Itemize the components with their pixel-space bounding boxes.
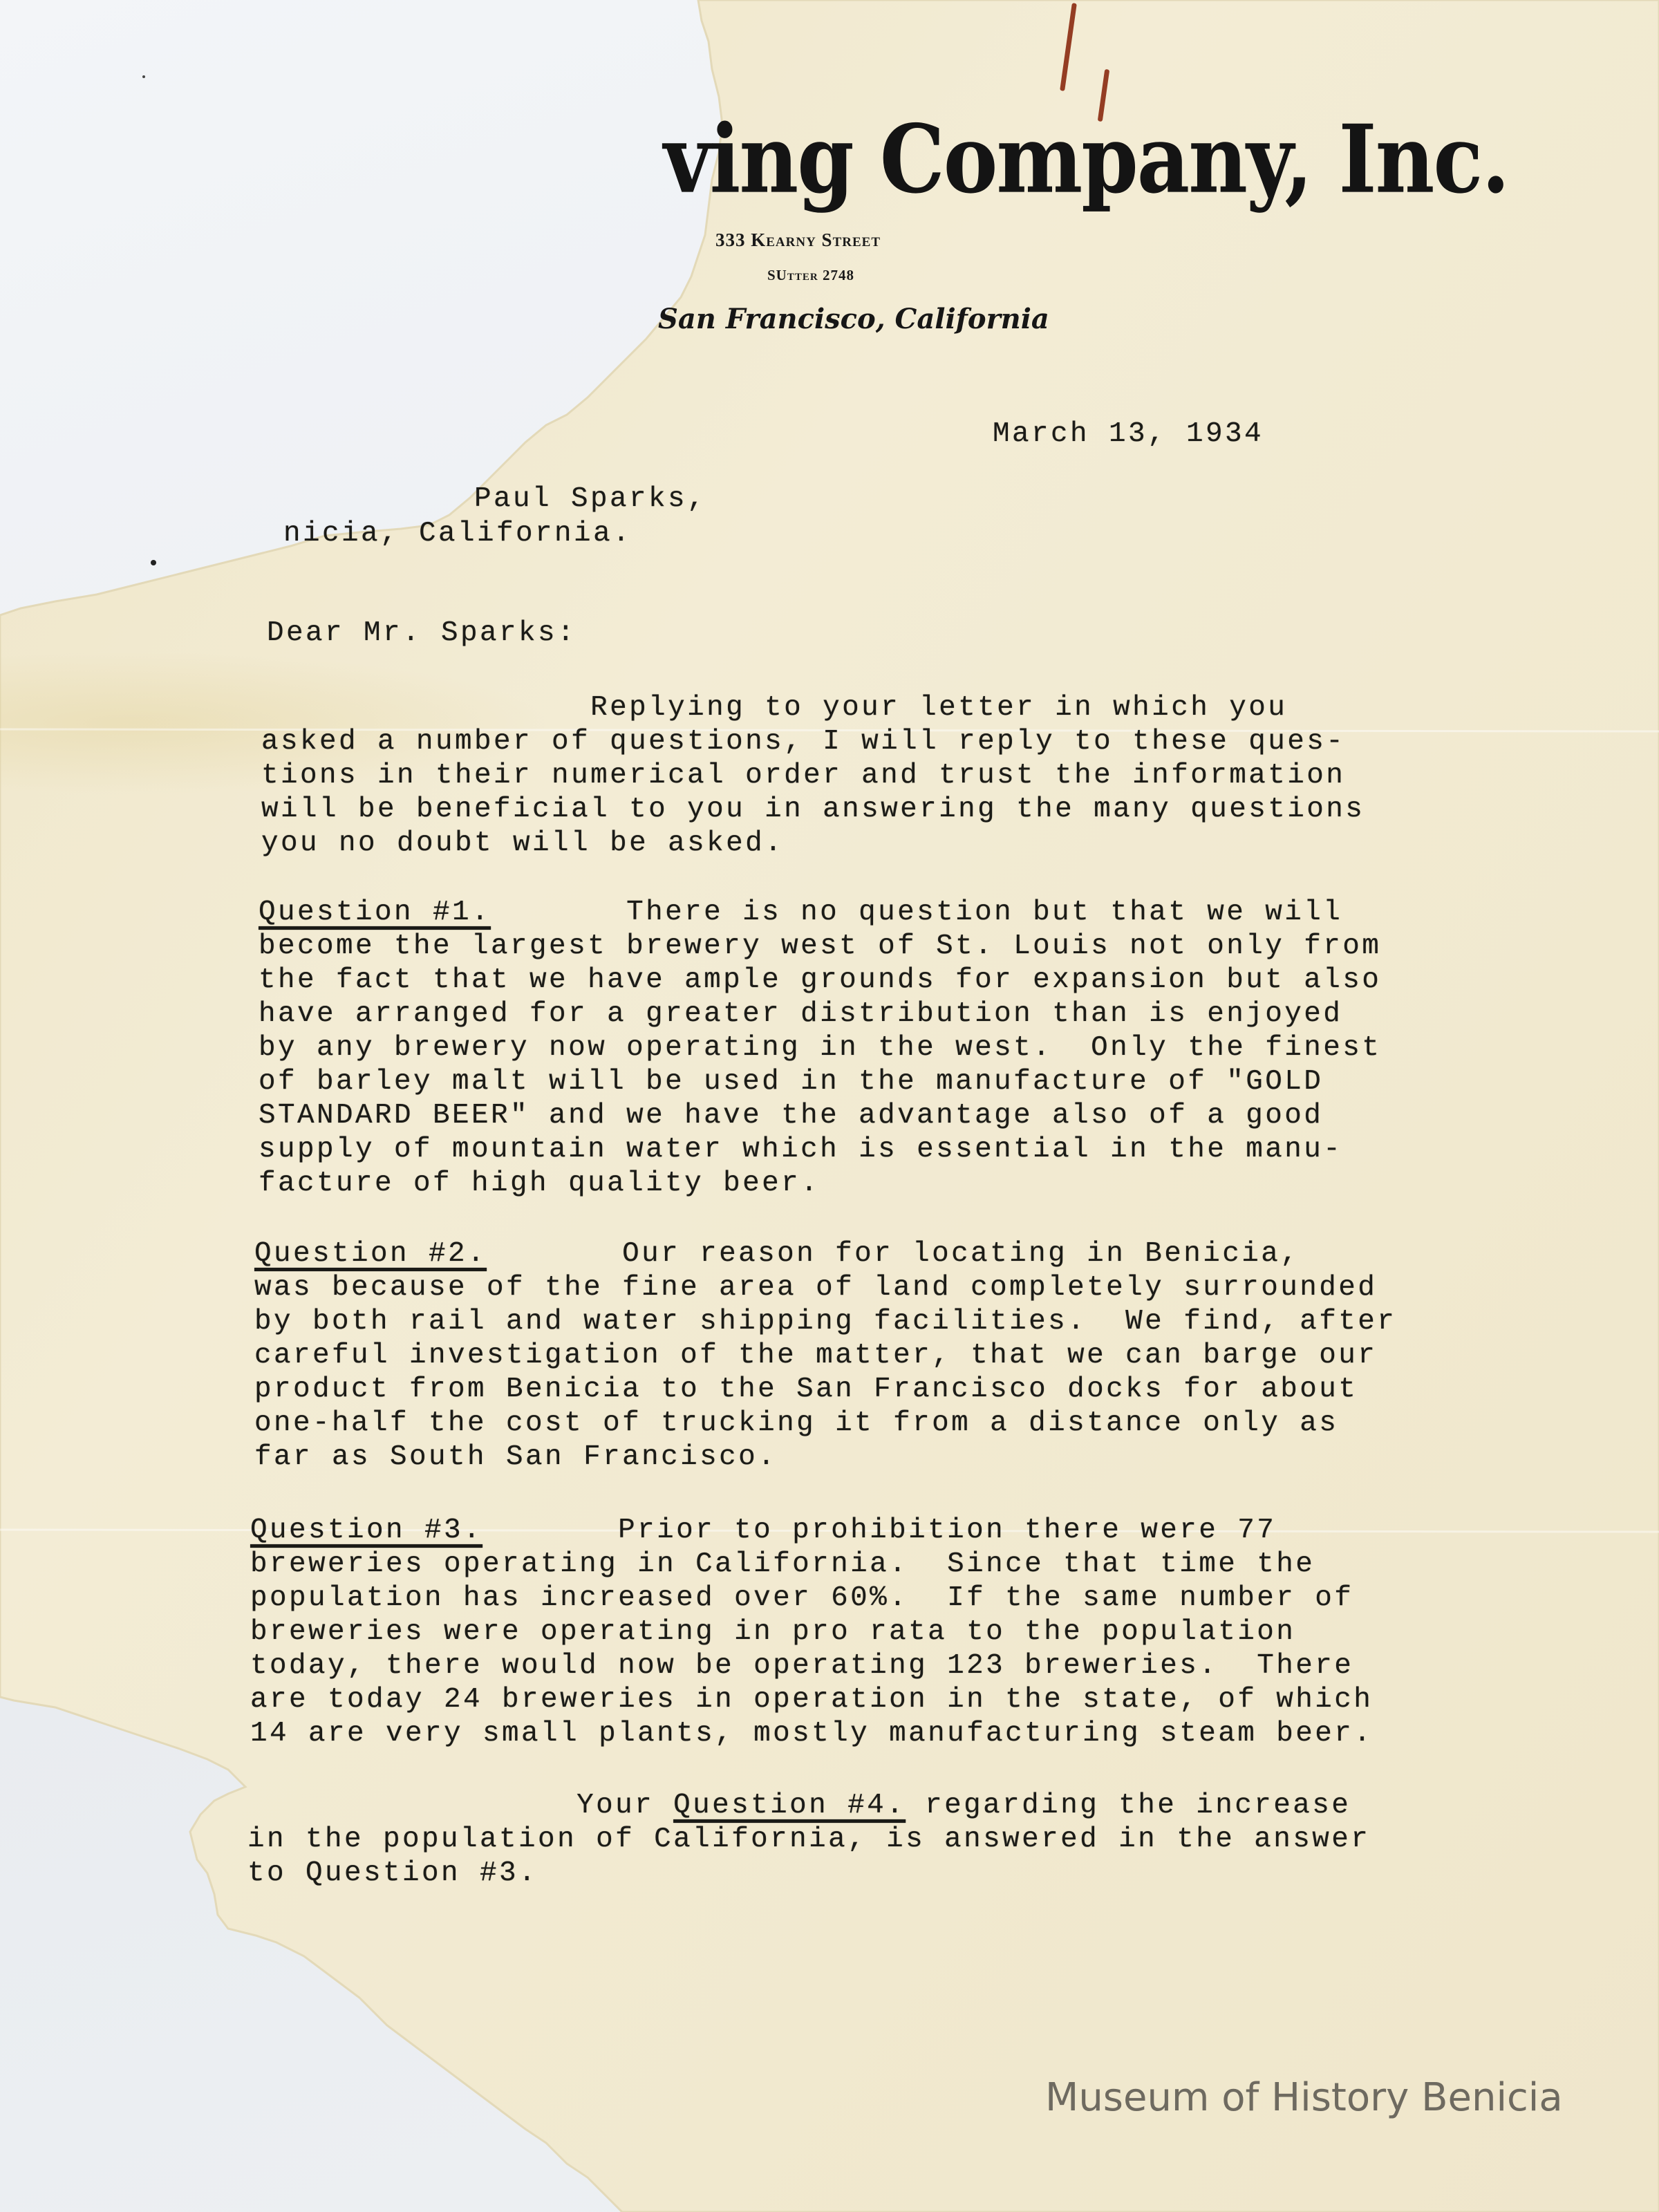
paragraph-first-line — [247, 1789, 1370, 1823]
question-label: Question #1. — [259, 897, 491, 928]
paragraph-line: the fact that we have ample grounds for expansion but also — [259, 964, 1382, 996]
paragraph-line: breweries operating in California. Since that time the — [250, 1548, 1315, 1580]
paragraph-line: product from Benicia to the San Francisco docks for about — [254, 1374, 1358, 1405]
recipient-name: Paul Sparks, — [474, 483, 707, 515]
paragraph-line: will be beneficial to you in answering the many questions — [261, 794, 1365, 825]
company-city: San Francisco, California — [658, 303, 1049, 335]
paragraph-first-line — [254, 1237, 1396, 1271]
paragraph-line: 14 are very small plants, mostly manufacturing steam beer. — [250, 1718, 1374, 1750]
paragraph-line: tions in their numerical order and trust the information — [261, 760, 1346, 791]
paragraph-line: Replying to your letter in which you — [261, 692, 1288, 724]
question-label: Question #2. — [254, 1238, 487, 1270]
paragraph-first-line — [259, 896, 1381, 930]
question-label: Question #3. — [250, 1515, 483, 1546]
paragraph-first-line — [250, 1514, 1373, 1548]
recipient-city: nicia, California. — [283, 518, 632, 550]
paragraph-line: of barley malt will be used in the manufacture of "GOLD — [259, 1066, 1324, 1098]
paragraph-line: to Question #3. — [247, 1857, 538, 1889]
company-phone: SUtter 2748 — [767, 267, 854, 283]
paragraph-line: careful investigation of the matter, that we can barge our — [254, 1340, 1378, 1371]
museum-watermark: Museum of History Benicia — [1045, 2075, 1563, 2120]
company-name: ving Company, Inc. — [664, 104, 1509, 214]
paragraph-line: have arranged for a greater distribution than is enjoyed — [259, 998, 1343, 1030]
paragraph-text: Prior to prohibition there were 77 — [482, 1515, 1277, 1546]
paragraph-line: was because of the fine area of land completely surrounded — [254, 1272, 1378, 1304]
paragraph-line: STANDARD BEER" and we have the advantage also of a good — [259, 1100, 1324, 1132]
paragraph-text: regarding the increase — [906, 1790, 1351, 1821]
red-pencil-mark — [1060, 3, 1077, 91]
paragraph-line: asked a number of questions, I will reply to these ques- — [261, 726, 1346, 758]
paragraph-line: population has increased over 60%. If the same number of — [250, 1582, 1354, 1614]
question-label: Question #4. — [673, 1790, 906, 1821]
paragraph-line: in the population of California, is answered in the answer — [247, 1824, 1371, 1855]
paragraph-line: today, there would now be operating 123 breweries. There — [250, 1650, 1354, 1682]
paragraph-line: breweries were operating in pro rata to the population — [250, 1616, 1296, 1648]
paragraph-line: facture of high quality beer. — [259, 1168, 821, 1199]
salutation: Dear Mr. Sparks: — [267, 617, 577, 649]
paragraph-line: one-half the cost of trucking it from a distance only as — [254, 1407, 1339, 1439]
paragraph-text: There is no question but that we will — [491, 897, 1343, 928]
question-3-paragraph — [250, 1514, 1373, 1751]
paragraph-line: by any brewery now operating in the west. Only the finest — [259, 1032, 1382, 1064]
paragraph-line: are today 24 breweries in operation in the state, of which — [250, 1684, 1374, 1716]
question-2-paragraph — [254, 1237, 1396, 1474]
paragraph-text: Your — [247, 1790, 674, 1821]
question-1-paragraph — [259, 896, 1381, 1201]
question-4-paragraph — [247, 1789, 1370, 1891]
paragraph-line: by both rail and water shipping facilities. We find, after — [254, 1306, 1397, 1338]
paragraph-line: supply of mountain water which is essential in the manu- — [259, 1134, 1343, 1165]
paragraph-line: you no doubt will be asked. — [261, 827, 785, 859]
intro-paragraph — [261, 691, 1365, 861]
company-street-address: 333 Kearny Street — [715, 229, 881, 250]
letter-date: March 13, 1934 — [993, 418, 1264, 450]
paragraph-text: Our reason for locating in Benicia, — [487, 1238, 1300, 1270]
paragraph-line: far as South San Francisco. — [254, 1441, 778, 1473]
paragraph-line: become the largest brewery west of St. Louis not only from — [259, 930, 1382, 962]
